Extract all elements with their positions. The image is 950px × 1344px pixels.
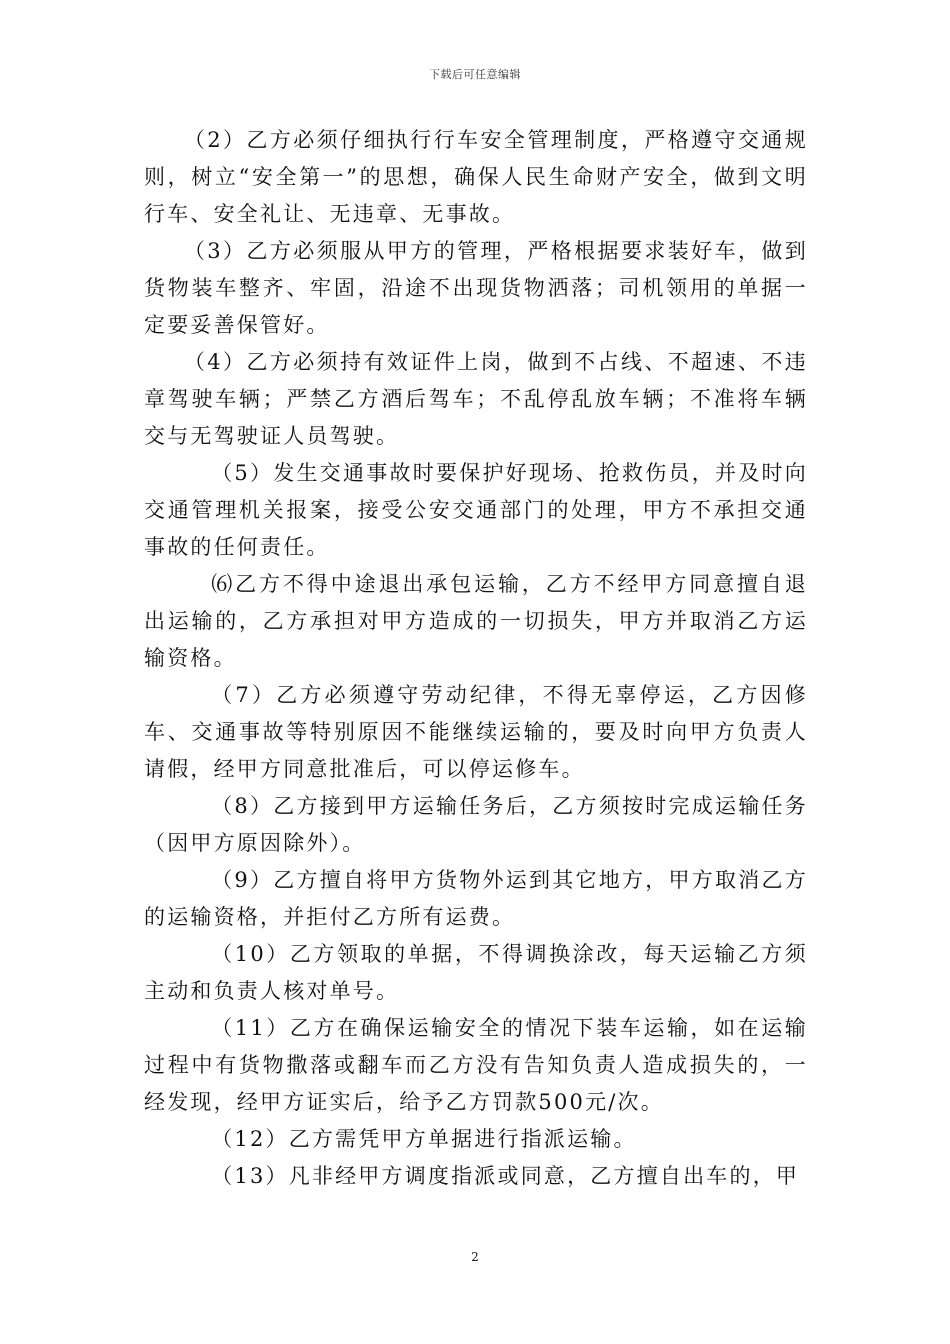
paragraph-item-3: （3）乙方必须服从甲方的管理，严格根据要求装好车，做到货物装车整齐、牢固，沿途不出现货物洒落；司机领用的单据一定要妥善保管好。 — [144, 239, 808, 337]
page-header: 下载后可任意编辑 — [429, 68, 521, 81]
paragraph-item-13: （13）凡非经甲方调度指派或同意，乙方擅自出车的，甲 — [211, 1164, 800, 1188]
paragraph-item-4: （4）乙方必须持有效证件上岗，做到不占线、不超速、不违章驾驶车辆；严禁乙方酒后驾车；不乱停乱放车辆；不准将车辆交与无驾驶证人员驾驶。 — [144, 350, 808, 448]
page-number: 2 — [471, 1250, 479, 1264]
paragraph-item-9: （9）乙方擅自将甲方货物外运到其它地方，甲方取消乙方的运输资格，并拒付乙方所有运费。 — [144, 868, 808, 929]
paragraph-item-2: （2）乙方必须仔细执行行车安全管理制度，严格遵守交通规则，树立“安全第一”的思想，确保人民生命财产安全，做到文明行车、安全礼让、无违章、无事故。 — [144, 128, 808, 226]
document-body — [144, 122, 808, 1195]
paragraph-item-6: ⑹乙方不得中途退出承包运输，乙方不经甲方同意擅自退出运输的，乙方承担对甲方造成的一切损失，甲方并取消乙方运输资格。 — [144, 572, 808, 670]
paragraph-item-11: （11）乙方在确保运输安全的情况下装车运输，如在运输过程中有货物撒落或翻车而乙方没有告知负责人造成损失的，一经发现，经甲方证实后，给予乙方罚款500元/次。 — [144, 1016, 808, 1114]
paragraph-item-5: （5）发生交通事故时要保护好现场、抢救伤员，并及时向交通管理机关报案，接受公安交通部门的处理，甲方不承担交通事故的任何责任。 — [144, 461, 808, 559]
paragraph-item-12: （12）乙方需凭甲方单据进行指派运输。 — [211, 1127, 637, 1151]
paragraph-item-7: （7）乙方必须遵守劳动纪律，不得无辜停运，乙方因修车、交通事故等特别原因不能继续运输的，要及时向甲方负责人请假，经甲方同意批准后，可以停运修车。 — [144, 683, 808, 781]
paragraph-item-10: （10）乙方领取的单据，不得调换涂改，每天运输乙方须主动和负责人核对单号。 — [144, 942, 808, 1003]
paragraph-item-8: （8）乙方接到甲方运输任务后，乙方须按时完成运输任务（因甲方原因除外）。 — [144, 794, 808, 855]
